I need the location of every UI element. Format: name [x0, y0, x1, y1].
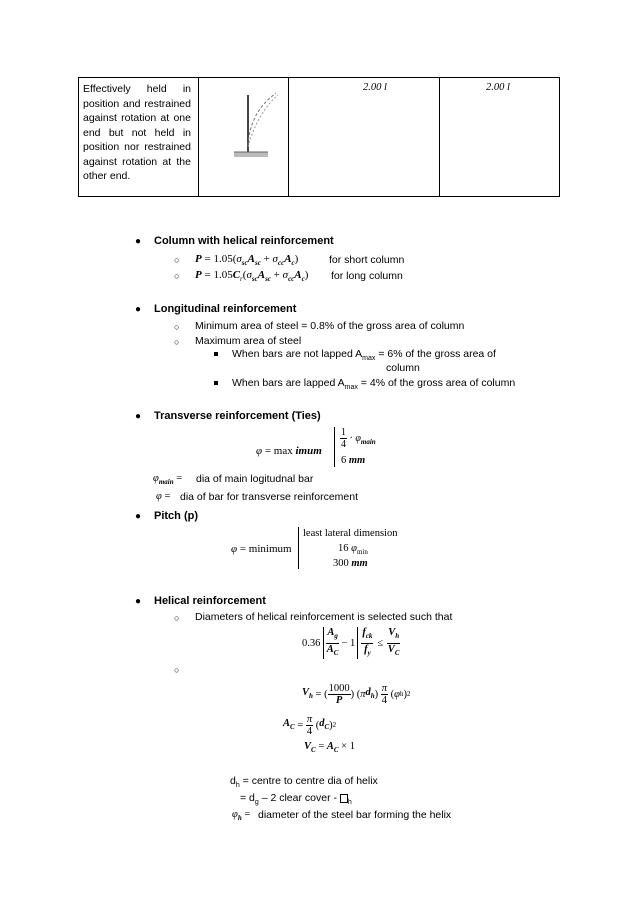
pitch-option-3: 300 mm	[333, 558, 368, 569]
column-end-diagram	[228, 85, 288, 165]
pitch-option-2: 16 $\varphi_{min}$	[338, 543, 368, 557]
bullet-circle: ○	[174, 337, 180, 347]
long-column-note: for long column	[331, 270, 403, 282]
phi-main-def: dia of main logitudnal bar	[196, 473, 314, 485]
phi-symbol: φ =	[156, 491, 171, 502]
section-title-longitudinal: Longitudinal reinforcement	[154, 303, 297, 315]
section-title-helical-column: Column with helical reinforcement	[154, 235, 334, 247]
phi-main-symbol: $\varphi_{main}$ =	[153, 473, 183, 487]
phi-h-symbol: $\varphi_h$ =	[232, 809, 251, 823]
bullet: ●	[135, 236, 142, 247]
bracket-line	[334, 427, 335, 467]
bullet-square	[214, 352, 218, 356]
not-lapped-wrap: column	[386, 362, 420, 374]
not-lapped-text: When bars are not lapped $A_{max} = 6\%$ of the gross area of	[232, 348, 496, 363]
table-cell-description: Effectively held in position and restrained against rotation at one end but not held in position nor restrained against rotation at the other end.	[83, 83, 191, 182]
bullet-circle: ○	[174, 255, 180, 265]
ties-option-2: 6 mm	[341, 455, 366, 466]
lapped-text: When bars are lapped $A_{max} = 4\%$ of the gross area of column	[232, 377, 516, 392]
bullet: ●	[135, 304, 142, 315]
table-cell-value-2: 2.00 l	[486, 82, 510, 93]
ties-formula-lhs: φ = max imum	[256, 445, 322, 457]
pitch-option-1: least lateral dimension	[303, 528, 398, 539]
section-title-pitch: Pitch (p)	[154, 510, 198, 522]
phi-def: dia of bar for transverse reinforcement	[180, 491, 358, 503]
bullet: ●	[135, 596, 142, 607]
max-area-text: Maximum area of steel	[195, 335, 302, 347]
pitch-formula-lhs: φ = minimum	[231, 543, 292, 555]
ties-option-1: $\frac{1}{4}$ · $\varphi_{main}$	[341, 427, 376, 450]
ac-formula: $A_C$ = $\frac{\pi}{4}$ ( $d_C$ ) 2	[283, 713, 337, 737]
formula-long-column: $P = 1.05C_r(\sigma_{sc}A_{sc} + \sigma_{cc}A_c)$	[195, 269, 309, 284]
phi-h-def: diameter of the steel bar forming the helix	[258, 809, 452, 821]
bullet-circle: ○	[174, 322, 180, 332]
bullet: ●	[135, 411, 142, 422]
formula-short-column: $P = 1.05(\sigma_{sc}A_{sc} + \sigma_{cc}A_c)$	[195, 253, 299, 268]
table-cell-value-1: 2.00 l	[363, 82, 387, 93]
bullet-square	[214, 381, 218, 385]
vc-formula: $V_C = A_C \times 1$	[304, 741, 355, 755]
min-area-text: Minimum area of steel = 0.8% of the gross area of column	[195, 320, 465, 332]
dh-definition: $d_h$ = centre to centre dia of helix	[230, 775, 378, 790]
short-column-note: for short column	[329, 254, 405, 266]
dh-equation: = $d_g - 2$ clear cover - $_h$	[240, 792, 352, 807]
bullet-circle: ○	[174, 271, 180, 281]
bullet: ●	[135, 511, 142, 522]
section-title-helical-reinforcement: Helical reinforcement	[154, 595, 266, 607]
helical-condition-formula: 0.36 $\frac{A_g}{A_C}$ − 1 $\frac{f_{ck}}{f_y}$ ≤ $\frac{V_h}{V_C}$	[302, 627, 400, 657]
bullet-circle: ○	[174, 665, 180, 675]
helical-intro: Diameters of helical reinforcement is selected such that	[195, 611, 453, 623]
bullet-circle: ○	[174, 613, 180, 623]
bracket-line	[298, 527, 299, 569]
vh-formula: $V_h$ = ( $\frac{1000}{P}$ ) ( π $d_h$ ) $\frac{\pi}{4}$ ( φ h ) 2	[302, 682, 411, 706]
section-title-ties: Transverse reinforcement (Ties)	[154, 410, 321, 422]
